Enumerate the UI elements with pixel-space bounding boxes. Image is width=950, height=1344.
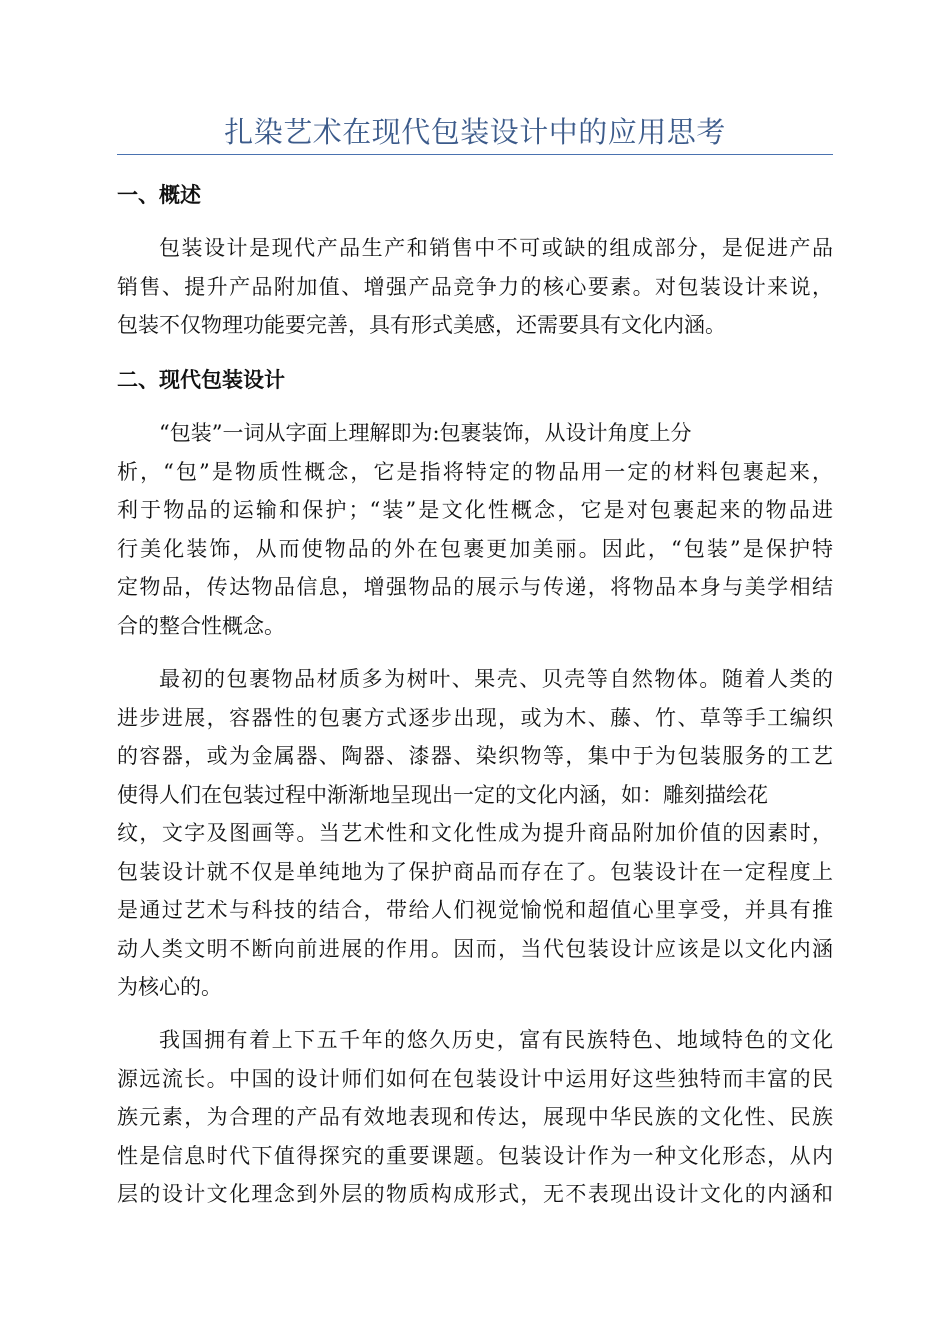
paragraph-packaging-definition xyxy=(117,414,833,645)
text-line: 纹，文字及图画等。当艺术性和文化性成为提升商品附加价值的因素时， xyxy=(117,821,833,845)
text-line: 为核心的。 xyxy=(117,975,222,999)
text-line: 性是信息时代下值得探究的重要课题。包装设计作为一种文化形态，从内 xyxy=(117,1143,833,1168)
section-heading-overview: 一、概述 xyxy=(117,183,201,207)
text-line: 使得人们在包装过程中渐渐地呈现出一定的文化内涵，如：雕刻描绘花 xyxy=(117,782,768,807)
text-line: 销售、提升产品附加值、增强产品竞争力的核心要素。对包装设计来说， xyxy=(117,274,833,299)
section-heading-modern-packaging: 二、现代包装设计 xyxy=(117,368,285,392)
paragraph-overview xyxy=(117,229,833,345)
text-line: 最初的包裹物品材质多为树叶、果壳、贝壳等自然物体。随着人类的 xyxy=(159,667,833,691)
text-line: 动人类文明不断向前进展的作用。因而，当代包装设计应该是以文化内涵 xyxy=(117,936,833,961)
paragraph-chinese-culture xyxy=(117,1021,833,1214)
text-line: 析，“包”是物质性概念，它是指将特定的物品用一定的材料包裹起来， xyxy=(117,459,833,484)
text-line: 我国拥有着上下五千年的悠久历史，富有民族特色、地域特色的文化 xyxy=(159,1028,833,1052)
text-line: 行美化装饰，从而使物品的外在包裹更加美丽。因此，“包装”是保护特 xyxy=(117,536,833,561)
text-line: 源远流长。中国的设计师们如何在包装设计中运用好这些独特而丰富的民 xyxy=(117,1066,833,1091)
text-line: 包装不仅物理功能要完善，具有形式美感，还需要具有文化内涵。 xyxy=(117,313,726,337)
text-line: 利于物品的运输和保护；“装”是文化性概念，它是对包裹起来的物品进 xyxy=(117,498,833,522)
text-line: 包装设计就不仅是单纯地为了保护商品而存在了。包装设计在一定程度上 xyxy=(117,859,833,884)
text-line: 合的整合性概念。 xyxy=(117,613,285,638)
document-title: 扎染艺术在现代包装设计中的应用思考 xyxy=(224,115,726,149)
text-line: 层的设计文化理念到外层的物质构成形式，无不表现出设计文化的内涵和 xyxy=(117,1182,833,1206)
text-line: 是通过艺术与科技的结合，带给人们视觉愉悦和超值心里享受，并具有推 xyxy=(117,898,833,922)
text-line: 定物品，传达物品信息，增强物品的展示与传递，将物品本身与美学相结 xyxy=(117,575,833,599)
title-underline xyxy=(117,154,833,155)
text-line: 族元素，为合理的产品有效地表现和传达，展现中华民族的文化性、民族 xyxy=(117,1105,833,1129)
text-line: 进步进展，容器性的包裹方式逐步出现，或为木、藤、竹、草等手工编织 xyxy=(117,705,833,730)
paragraph-packaging-history xyxy=(117,660,833,1007)
text-line: 的容器，或为金属器、陶器、漆器、染织物等，集中于为包装服务的工艺 xyxy=(117,744,833,768)
text-line: 包装设计是现代产品生产和销售中不可或缺的组成部分，是促进产品 xyxy=(159,236,833,260)
text-line: “包装”一词从字面上理解即为:包裹装饰，从设计角度上分 xyxy=(159,421,692,445)
